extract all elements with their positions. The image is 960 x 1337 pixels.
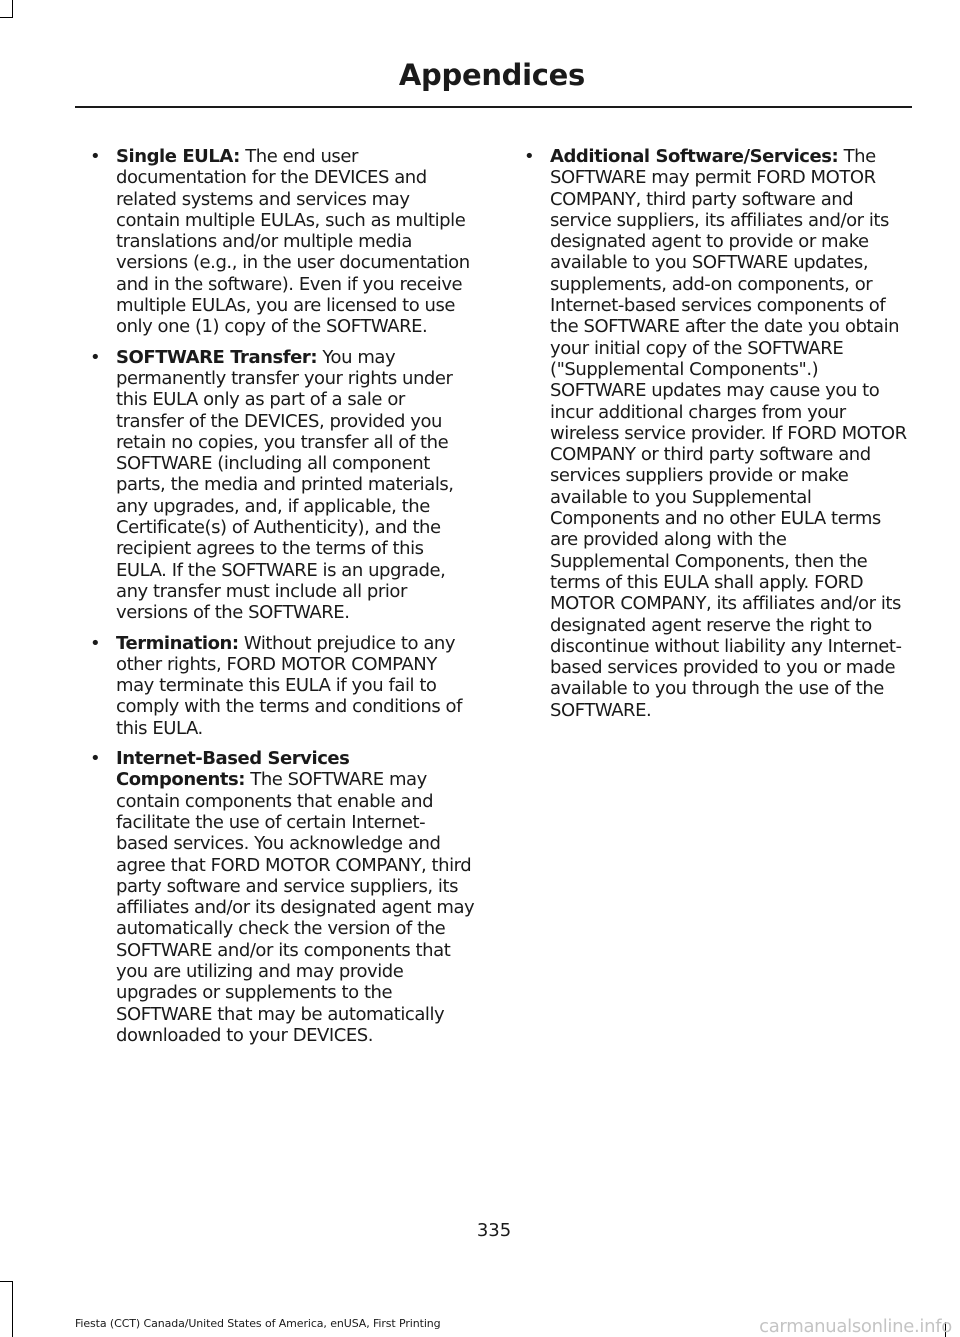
list-item <box>90 146 475 338</box>
list-item <box>90 748 475 1046</box>
item-text: The end user documentation for the DEVICES and related systems and services may contain multiple EULAs, such as multiple translations and/or multiple media versions (e.g., in the user documentation and in the software). Even if you receive multiple EULAs, you are licensed to use only one (1) copy of the SOFTWARE. <box>116 146 470 338</box>
list-item <box>90 347 475 624</box>
bullet: • <box>90 346 101 368</box>
bullet: • <box>90 748 101 770</box>
bullet: • <box>90 146 101 167</box>
item-term: Additional Software/Services: <box>550 146 839 167</box>
crop-mark-bottom-left-horizontal <box>0 1281 13 1282</box>
bullet: • <box>90 632 101 654</box>
list-item <box>90 633 475 739</box>
item-term: Termination: <box>116 632 239 654</box>
item-term: SOFTWARE Transfer: <box>116 346 318 368</box>
item-text: The SOFTWARE may contain components that enable and facilitate the use of certain Internet-based services. You acknowledge and agree that FORD MOTOR COMPANY, third party software and service suppliers, its affiliates and/or its designated agent may automatically check the version of the SOFTWARE and/or its components that you are utilizing and may provide upgrades or supplements to the SOFTWARE that may be automatically downloaded to your DEVICES. <box>116 769 475 1046</box>
crop-mark-top-left-horizontal <box>0 17 13 18</box>
header-rule <box>75 106 912 108</box>
bullet: • <box>524 146 535 167</box>
item-term: Internet-Based Services Components: <box>116 748 350 791</box>
watermark: carmanualsonline.info <box>759 1316 952 1337</box>
crop-mark-bottom-left-vertical <box>12 1281 13 1337</box>
item-text: You may permanently transfer your rights under this EULA only as part of a sale or transfer of the DEVICES, provided you retain no copies, you transfer all of the SOFTWARE (including all component parts, the media and printed materials, any upgrades, and, if applicable, the Certificate(s) of Authenticity), and the recipient agrees to the terms of this EULA. If the SOFTWARE is an upgrade, any transfer must include all prior versions of the SOFTWARE. <box>116 346 454 624</box>
list-item <box>524 146 907 721</box>
page-number: 335 <box>476 1220 512 1241</box>
item-term: Single EULA: <box>116 146 240 167</box>
item-text: The SOFTWARE may permit FORD MOTOR COMPANY, third party software and service suppliers, its affiliates and/or its designated agent to provide or make available to you SOFTWARE updates, supplements, add-on components, or Internet-based services components of the SOFTWARE after the date you obtain your initial copy of the SOFTWARE ("Supplemental Components".) SOFTWARE updates may cause you to incur additional charges from your wireless service provider. If FORD MOTOR COMPANY or third party software and services suppliers provide or make available to you Supplemental Components and no other EULA terms are provided along with the Supplemental Components, then the terms of this EULA shall apply. FORD MOTOR COMPANY, its affiliates and/or its designated agent reserve the right to discontinue without liability any Internet-based services provided to you or made available to you through the use of the SOFTWARE. <box>550 146 907 721</box>
right-column <box>524 146 907 730</box>
item-text: Without prejudice to any other rights, FORD MOTOR COMPANY may terminate this EULA if you fail to comply with the terms and conditions of this EULA. <box>116 632 462 739</box>
crop-mark-top-left-vertical <box>12 0 13 17</box>
page-title: Appendices <box>398 58 585 92</box>
left-column <box>90 146 475 1055</box>
footer-text: Fiesta (CCT) Canada/United States of America, enUSA, First Printing <box>75 1317 441 1330</box>
